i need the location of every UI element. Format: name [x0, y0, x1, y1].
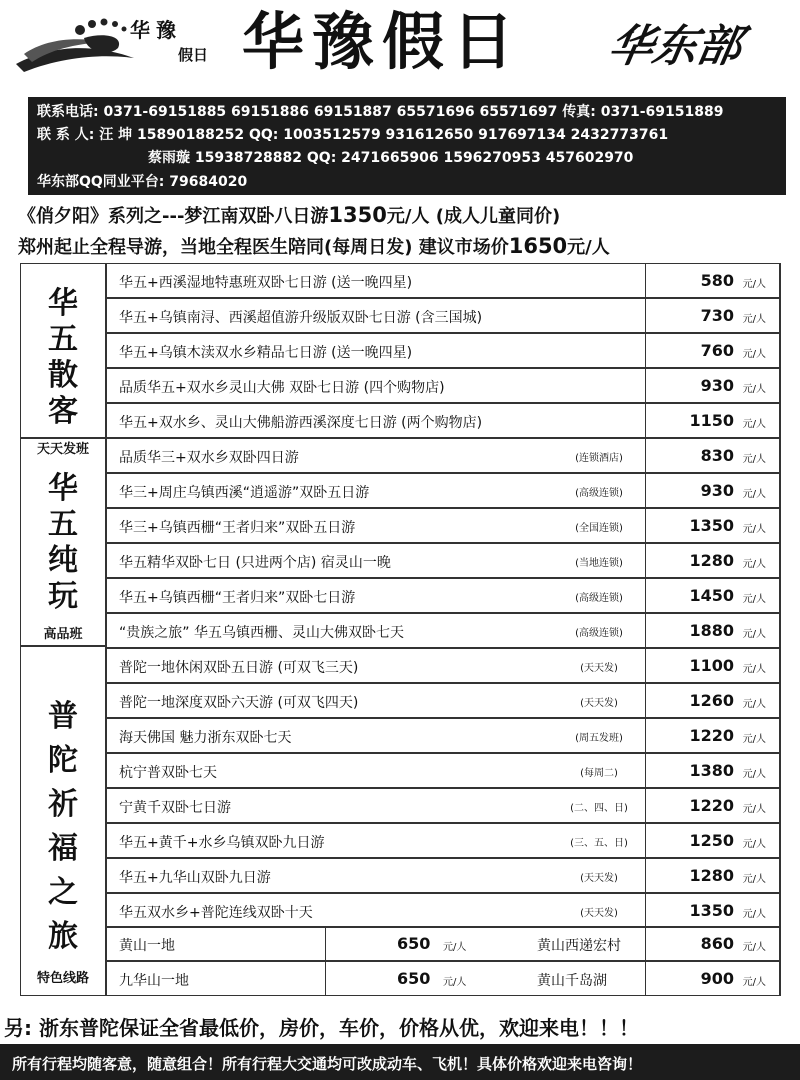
intro-line-2 [18, 233, 788, 259]
category-title: 华五纯玩 [48, 471, 78, 614]
price-cell [645, 438, 781, 473]
intro-line-1-price: 1350 [328, 203, 387, 227]
footer-bar-text: 所有行程均随客意，随意组合！所有行程大交通均可改成动车、飞机！具体价格欢迎来电咨询！ [12, 1055, 643, 1073]
route-row [106, 578, 780, 613]
contact-person-line-1: 联 系 人: 汪 坤 15890188252 QQ: 1003512579 931612650 917697134 2432773761 [37, 127, 669, 143]
price-cell [645, 263, 781, 298]
route-price: 900 [700, 969, 734, 988]
price-cell [645, 368, 781, 403]
route-price: 930 [700, 376, 734, 395]
departure-tag: (二、四、日) [570, 803, 628, 814]
price-cell [645, 926, 781, 961]
logo-text-huayu: 华豫 [130, 18, 182, 42]
departure-tag: (天天发) [580, 908, 618, 919]
category-putuo-qifu [20, 646, 106, 996]
route-name: 黄山一地 [119, 938, 175, 954]
contact-person-line-2: 蔡雨璇 15938728882 QQ: 2471665906 1596270953 457602970 [148, 150, 634, 166]
price-unit: 元/人 [742, 349, 766, 360]
category-subtitle: 特色线路 [36, 971, 89, 986]
route-row [106, 543, 780, 578]
price-cell [645, 298, 781, 333]
route-price: 1350 [689, 901, 734, 920]
departure-tag: (高级连锁) [575, 593, 623, 604]
intro-line-1-text: 《俏夕阳》系列之---梦江南双卧八日游 [18, 206, 329, 227]
price-cell [645, 648, 781, 683]
price-unit: 元/人 [742, 839, 766, 850]
departure-tag: (当地连锁) [575, 558, 623, 569]
intro-line-1-suffix: 元/人 (成人儿童同价) [386, 206, 561, 227]
route-price: 650 [397, 934, 431, 953]
footer-bar [0, 1044, 800, 1080]
departure-tag: (天天发) [580, 873, 618, 884]
departure-tag: (天天发) [580, 698, 618, 709]
price-unit: 元/人 [742, 314, 766, 325]
route-name: 华五+乌镇木渎双水乡精品七日游 (送一晚四星) [119, 345, 413, 361]
route-row [106, 648, 780, 683]
route-row [106, 403, 780, 438]
price-unit: 元/人 [742, 734, 766, 745]
route-name: 海天佛国 魅力浙东双卧七天 [119, 730, 292, 746]
route-row [106, 788, 780, 823]
intro-line-1 [18, 202, 788, 228]
route-row [106, 893, 780, 928]
price-cell [645, 578, 781, 613]
category-title: 普陀祈福之旅 [48, 699, 78, 954]
route-name: 华五精华双卧七日 (只进两个店) 宿灵山一晚 [119, 555, 391, 571]
route-price: 1280 [689, 551, 734, 570]
route-name: 黄山千岛湖 [537, 973, 607, 989]
departure-tag: (高级连锁) [575, 488, 623, 499]
route-price: 1880 [689, 621, 734, 640]
price-cell [645, 543, 781, 578]
route-row [106, 718, 780, 753]
departure-tag: (全国连锁) [575, 523, 623, 534]
route-row [106, 368, 780, 403]
route-row [106, 613, 780, 648]
department-name: 华东部 [604, 21, 746, 72]
category-huawu-chunwan [20, 438, 106, 646]
route-name: 九华山一地 [119, 973, 189, 989]
contact-panel [28, 97, 786, 195]
price-unit: 元/人 [742, 977, 766, 988]
category-subtitle: 高品班 [43, 627, 83, 642]
price-unit: 元/人 [742, 279, 766, 290]
route-price: 1220 [689, 796, 734, 815]
price-unit: 元/人 [742, 769, 766, 780]
price-cell [645, 508, 781, 543]
price-cell [645, 403, 781, 438]
split-route-row [106, 926, 780, 961]
price-cell [645, 858, 781, 893]
price-unit: 元/人 [742, 419, 766, 430]
departure-tag: (每周二) [580, 768, 618, 779]
route-name: “贵族之旅” 华五乌镇西栅、灵山大佛双卧七天 [119, 625, 404, 641]
route-price: 1220 [689, 726, 734, 745]
route-name: 华五+双水乡、灵山大佛船游西溪深度七日游 (两个购物店) [119, 415, 483, 431]
route-name: 华五+九华山双卧九日游 [119, 870, 271, 886]
route-name: 品质华五+双水乡灵山大佛 双卧七日游 (四个购物店) [119, 380, 445, 396]
route-row [106, 683, 780, 718]
price-cell [645, 753, 781, 788]
price-cell [645, 333, 781, 368]
route-name: 华五双水乡+普陀连线双卧十天 [119, 905, 313, 921]
route-row [106, 753, 780, 788]
route-row [106, 298, 780, 333]
footer-note: 另: 浙东普陀保证全省最低价，房价，车价，价格从优，欢迎来电！！！ [4, 1016, 639, 1040]
price-unit: 元/人 [443, 942, 467, 953]
split-route-row [106, 961, 780, 996]
departure-tag: (三、五、日) [570, 838, 628, 849]
route-price: 580 [700, 271, 734, 290]
price-cell [645, 683, 781, 718]
price-cell [645, 718, 781, 753]
departure-tag: (周五发班) [575, 733, 623, 744]
price-unit: 元/人 [742, 909, 766, 920]
route-price: 1150 [689, 411, 734, 430]
logo-text-jiari: 假日 [178, 46, 209, 64]
route-price: 650 [397, 969, 431, 988]
route-row [106, 823, 780, 858]
price-unit: 元/人 [742, 524, 766, 535]
contact-phone-line: 联系电话: 0371-69151885 69151886 69151887 65571696 65571697 传真: 0371-69151889 [37, 104, 724, 120]
contact-qq-platform: 华东部QQ同业平台: 79684020 [37, 174, 248, 190]
price-unit: 元/人 [742, 384, 766, 395]
route-row [106, 473, 780, 508]
category-huawu-sanke [20, 263, 106, 457]
price-cell [645, 473, 781, 508]
price-unit: 元/人 [742, 874, 766, 885]
route-price: 830 [700, 446, 734, 465]
route-name: 普陀一地深度双卧六天游 (可双飞四天) [119, 695, 359, 711]
route-name: 华五+黄千+水乡乌镇双卧九日游 [119, 835, 325, 851]
route-price: 1250 [689, 831, 734, 850]
price-unit: 元/人 [742, 942, 766, 953]
route-name: 杭宁普双卧七天 [119, 765, 217, 781]
route-name: 宁黄千双卧七日游 [119, 800, 231, 816]
route-price: 1350 [689, 516, 734, 535]
route-price: 1280 [689, 866, 734, 885]
route-price: 1260 [689, 691, 734, 710]
price-cell [645, 613, 781, 648]
route-price: 860 [700, 934, 734, 953]
departure-tag: (天天发) [580, 663, 618, 674]
price-cell [645, 961, 781, 996]
intro-line-2-price: 1650 [508, 234, 568, 258]
departure-tag: (连锁酒店) [575, 453, 623, 464]
page-title: 华豫假日 [242, 5, 523, 78]
route-row [106, 333, 780, 368]
route-row [106, 438, 780, 473]
route-row [106, 263, 780, 298]
intro-line-2-suffix: 元/人 [567, 237, 610, 258]
route-price: 730 [700, 306, 734, 325]
category-subtitle: 天天发班 [36, 442, 89, 457]
price-unit: 元/人 [742, 664, 766, 675]
price-unit: 元/人 [742, 804, 766, 815]
price-unit: 元/人 [742, 629, 766, 640]
route-row [106, 508, 780, 543]
price-unit: 元/人 [742, 699, 766, 710]
route-row [106, 858, 780, 893]
price-unit: 元/人 [742, 559, 766, 570]
route-name: 华五+西溪湿地特惠班双卧七日游 (送一晚四星) [119, 275, 413, 291]
price-unit: 元/人 [742, 489, 766, 500]
route-name: 品质华三+双水乡双卧四日游 [119, 450, 299, 466]
price-unit: 元/人 [742, 454, 766, 465]
route-price: 1380 [689, 761, 734, 780]
route-name: 华五+乌镇南浔、西溪超值游升级版双卧七日游 (含三国城) [119, 310, 483, 326]
departure-tag: (高级连锁) [575, 628, 623, 639]
route-price: 760 [700, 341, 734, 360]
route-price: 1100 [689, 656, 734, 675]
route-name: 黄山西递宏村 [537, 938, 621, 954]
route-name: 华三+周庄乌镇西溪“逍遥游”双卧五日游 [119, 485, 370, 501]
price-cell [645, 788, 781, 823]
category-title: 华五散客 [48, 286, 78, 429]
route-name: 华三+乌镇西栅“王者归来”双卧五日游 [119, 520, 356, 536]
route-price: 930 [700, 481, 734, 500]
header [0, 0, 800, 95]
route-name: 普陀一地休闲双卧五日游 (可双飞三天) [119, 660, 359, 676]
price-unit: 元/人 [443, 977, 467, 988]
intro-line-2-text: 郑州起止全程导游，当地全程医生陪同(每周日发) 建议市场价 [18, 237, 509, 258]
price-cell [645, 823, 781, 858]
route-price: 1450 [689, 586, 734, 605]
price-unit: 元/人 [742, 594, 766, 605]
route-name: 华五+乌镇西栅“王者归来”双卧七日游 [119, 590, 356, 606]
price-cell [645, 893, 781, 928]
